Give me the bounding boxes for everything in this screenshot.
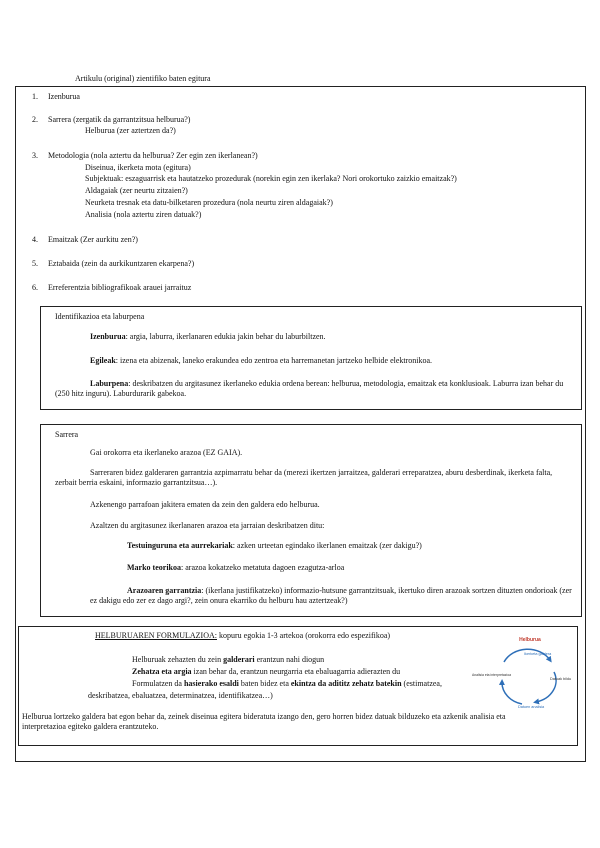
formulation-l2b: izan behar da, erantzun neurgarria eta ebaluagarria adierazten du: [191, 667, 401, 676]
testuingurua-label: Testuinguruna eta aurrekariak: [127, 541, 233, 550]
outline-sub-aldagaiak: Aldagaiak (zer neurtu zitzaien?): [85, 186, 188, 195]
outline-item-metodologia: Metodologia (nola aztertu da helburua? Zer egin zen ikerlanean?): [48, 151, 258, 160]
sarrera-p4: Azaltzen du argitasunez ikerlanaren arazoa eta jarraian deskribatzen ditu:: [90, 521, 325, 530]
outline-num-4: 4.: [32, 235, 38, 244]
ident-laburpena-label: Laburpena: [90, 379, 129, 388]
outline-sub-diseinua: Diseinua, ikerketa mota (egitura): [85, 163, 191, 172]
formulation-heading: [95, 631, 390, 641]
ident-laburpena: [55, 379, 575, 399]
arazoa-text: : (ikerlana justifikatzeko) informazio-hutsune garrantzitsuak, ikertuko diren arazoak sortzen dituzten ondorioak (zer ez dakigu edo zer ez dago argi?, zein onura ekarriko du helburu hau aztertzeak?): [90, 586, 572, 605]
outline-sub-analisia: Analisia (nola aztertu ziren datuak?): [85, 210, 202, 219]
outline-sub-helburua: Helburua (zer aztertzen da?): [85, 126, 176, 135]
formulation-closing: Helburua lortzeko galdera bat egon behar da, zeinek diseinua egitera bideratuta izango den, gero horren bidez datuak bilduzeko eta azkenik analisia eta interpretazioa egiteko galdera erantzuteko.: [22, 712, 506, 731]
sarrera-p2: Sarreraren bidez galderaren garrantzia azpimarratu behar da (merezi ikertzen jarraitzea, galderari erreparatzea, aburu desberdinak, ikerketa falta, zerbait berria eskaini, informazio garrantzitsua…).: [55, 468, 553, 487]
formulation-line-4: deskribatzea, ebaluatzea, determinatzea, identifikatzea…): [88, 691, 273, 700]
diagram-right-label: Datuak bildu: [550, 677, 572, 681]
marko-label: Marko teorikoa: [127, 563, 181, 572]
formulation-heading-label: HELBURUAREN FORMULAZIOA:: [95, 631, 217, 640]
outline-item-erreferentziak: Erreferentzia bibliografikoak arauei jarraituz: [48, 283, 192, 292]
formulation-l1a: Helburuak zehazten du zein: [132, 655, 224, 664]
ident-izenburua-label: Izenburua: [90, 332, 126, 341]
sarrera-testuingurua: [127, 541, 567, 551]
outline-num-1: 1.: [32, 92, 38, 101]
diagram-left-label: Analisia eta interpretazioa: [472, 673, 512, 677]
formulation-line-1: [132, 655, 472, 665]
formulation-l1b: galderari: [223, 655, 255, 664]
formulation-l1c: erantzun nahi diogun: [254, 655, 325, 664]
outline-num-3: 3.: [32, 151, 38, 160]
outline-num-6: 6.: [32, 283, 38, 292]
sarrera-marko: [127, 563, 567, 573]
sarrera-arazoa: [90, 586, 575, 606]
ident-egileak-label: Egileak: [90, 356, 116, 365]
diagram-title: Helburua: [519, 637, 541, 643]
formulation-line-2: [132, 667, 472, 677]
ident-egileak-text: : izena eta abizenak, laneko erakundea edo zentroa eta harremanetan jartzeko helbide elektronikoa.: [115, 356, 433, 365]
outline-num-2: 2.: [32, 115, 38, 124]
outline-num-5: 5.: [32, 259, 38, 268]
formulation-l3e: (estimatzea,: [401, 679, 442, 688]
sarrera-title: Sarrera: [55, 430, 79, 439]
ident-laburpena-text: : deskribatzen du argitasunez ikerlaneko edukia ordena berean: helburua, metodologia, emaitzak eta konklusioak. Laburra izan behar du (250 hitz inguru). Laburdurarik gabekoa.: [55, 379, 564, 398]
formulation-l3b: hasierako esaldi: [183, 679, 239, 688]
outline-item-sarrera: Sarrera (zergatik da garrantzitsua helburua?): [48, 115, 191, 124]
ident-egileak: [90, 356, 570, 366]
arazoa-label: Arazoaren garrantzia: [127, 586, 202, 595]
formulation-l3a: Formulatzen da: [132, 679, 184, 688]
identification-title: Identifikazioa eta laburpena: [55, 312, 145, 321]
outline-sub-neurketa: Neurketa tresnak eta datu-bilketaren prozedura (nola neurtu ziren aldagaiak?): [85, 198, 333, 207]
formulation-l2a: Zehatza eta argia: [132, 667, 192, 676]
formulation-l3c: baten bidez eta: [238, 679, 291, 688]
marko-text: : arazoa kokatzeko metatuta dagoen ezagutza-arloa: [181, 563, 345, 572]
formulation-l3d: ekintza da adititz zehatz batekin: [290, 679, 402, 688]
research-cycle-diagram: [470, 632, 572, 714]
document-title: Artikulu (original) zientifiko baten egitura: [75, 74, 211, 83]
testuingurua-text: : azken urteetan egindako ikerlanen emaitzak (zer dakigu?): [232, 541, 422, 550]
ident-izenburua-text: : argia, laburra, ikerlanaren edukia jakin behar du laburbiltzen.: [125, 332, 326, 341]
ident-izenburua: [90, 332, 570, 342]
outline-item-izenburua: Izenburua: [48, 92, 80, 101]
formulation-heading-rest: kopuru egokia 1-3 artekoa (orokorra edo espezifikoa): [217, 631, 391, 640]
cycle-arrow-bottom: [502, 682, 522, 704]
diagram-top-label: Ikerketa galdera: [524, 652, 552, 656]
outline-item-eztabaida: Eztabaida (zein da aurkikuntzaren ekarpena?): [48, 259, 195, 268]
formulation-line-3: [132, 679, 492, 689]
outline-item-emaitzak: Emaitzak (Zer aurkitu zen?): [48, 235, 138, 244]
cycle-diagram-svg: [470, 632, 572, 714]
diagram-bottom-label: Datuen analisia: [518, 705, 545, 709]
sarrera-p3: Azkenengo parrafoan jakitera ematen da zein den galdera edo helburua.: [90, 500, 320, 509]
sarrera-p1: Gai orokorra eta ikerlaneko arazoa (EZ GAIA).: [90, 448, 243, 457]
outline-sub-subjektuak: Subjektuak: eszaguarrisk eta hautatzeko prozedurak (norekin egin zen ikerlaka? Nori orokortuko zaizkio emaitzak?): [85, 174, 457, 183]
